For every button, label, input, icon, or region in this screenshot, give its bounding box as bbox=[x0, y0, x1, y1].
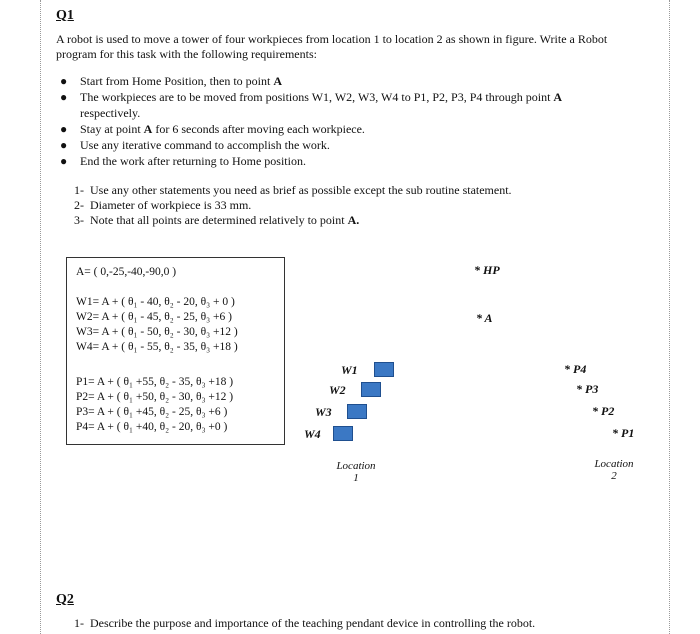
bullet-icon: ● bbox=[60, 90, 68, 104]
p3-formula: P3= A + ( θ₁ +45, θ₂ - 25, θ₃ +6 ) bbox=[76, 406, 228, 418]
p4-formula: P4= A + ( θ₁ +40, θ₂ - 20, θ₃ +0 ) bbox=[76, 421, 228, 433]
bullet-icon: ● bbox=[60, 138, 68, 152]
list-item: ● Use any iterative command to accomplish the work. bbox=[60, 138, 330, 152]
workpiece-w3 bbox=[347, 404, 367, 419]
list-item-continuation: respectively. bbox=[80, 106, 141, 120]
requirements-list bbox=[60, 74, 562, 169]
bullet-icon: ● bbox=[60, 122, 68, 136]
list-item: ● Start from Home Position, then to point A bbox=[60, 74, 282, 88]
notes-list bbox=[74, 183, 512, 228]
p1-formula: P1= A + ( θ₁ +55, θ₂ - 35, θ₃ +18 ) bbox=[76, 376, 234, 388]
note-item: 3- Note that all points are determined relatively to point A. bbox=[74, 213, 360, 227]
w1-formula: W1= A + ( θ₁ - 40, θ₂ - 20, θ₃ + 0 ) bbox=[76, 296, 235, 308]
q1-heading: Q1 bbox=[56, 8, 74, 23]
bullet-icon: ● bbox=[60, 154, 68, 168]
p2-formula: P2= A + ( θ₁ +50, θ₂ - 30, θ₃ +12 ) bbox=[76, 391, 234, 403]
p3-marker: * P3 bbox=[576, 382, 599, 396]
w3-label: W3 bbox=[315, 405, 332, 419]
target-positions bbox=[76, 375, 233, 435]
w4-label: W4 bbox=[304, 427, 321, 441]
point-a-definition: A= ( 0,-25,-40,-90,0 ) bbox=[76, 266, 177, 278]
list-item: ● Stay at point A for 6 seconds after moving each workpiece. bbox=[60, 122, 365, 136]
w2-label: W2 bbox=[329, 383, 346, 397]
list-item: ● The workpieces are to be moved from positions W1, W2, W3, W4 to P1, P2, P3, P4 through point A bbox=[60, 90, 563, 104]
p2-marker: * P2 bbox=[592, 404, 615, 418]
w2-formula: W2= A + ( θ₁ - 45, θ₂ - 25, θ₃ +6 ) bbox=[76, 311, 232, 323]
workpiece-w1 bbox=[374, 362, 394, 377]
p1-marker: * P1 bbox=[612, 426, 635, 440]
formula-box bbox=[66, 257, 285, 445]
q2-heading: Q2 bbox=[56, 592, 74, 607]
bullet-icon: ● bbox=[60, 74, 68, 88]
w4-formula: W4= A + ( θ₁ - 55, θ₂ - 35, θ₃ +18 ) bbox=[76, 341, 238, 353]
q1-intro-line-1: A robot is used to move a tower of four workpieces from location 1 to location 2 as shown in figure. Write a Robot bbox=[56, 32, 608, 46]
p4-marker: * P4 bbox=[564, 362, 587, 376]
workpiece-positions bbox=[76, 295, 238, 355]
home-position-marker: * HP bbox=[474, 263, 500, 277]
point-a-marker: * A bbox=[476, 311, 493, 325]
note-item: 1- Use any other statements you need as brief as possible except the sub routine statement. bbox=[74, 183, 512, 197]
q2-item: 1- Describe the purpose and importance of the teaching pendant device in controlling the robot. bbox=[74, 616, 536, 630]
location-1-label: Location 1 bbox=[336, 460, 376, 484]
w3-formula: W3= A + ( θ₁ - 50, θ₂ - 30, θ₃ +12 ) bbox=[76, 326, 238, 338]
w1-label: W1 bbox=[341, 363, 358, 377]
location-2-label: Location 2 bbox=[594, 458, 634, 482]
workpiece-w4 bbox=[333, 426, 353, 441]
list-item: ● End the work after returning to Home position. bbox=[60, 154, 306, 168]
workpiece-w2 bbox=[361, 382, 381, 397]
note-item: 2- Diameter of workpiece is 33 mm. bbox=[74, 198, 252, 212]
q1-intro-line-2: program for this task with the following requirements: bbox=[56, 47, 317, 61]
